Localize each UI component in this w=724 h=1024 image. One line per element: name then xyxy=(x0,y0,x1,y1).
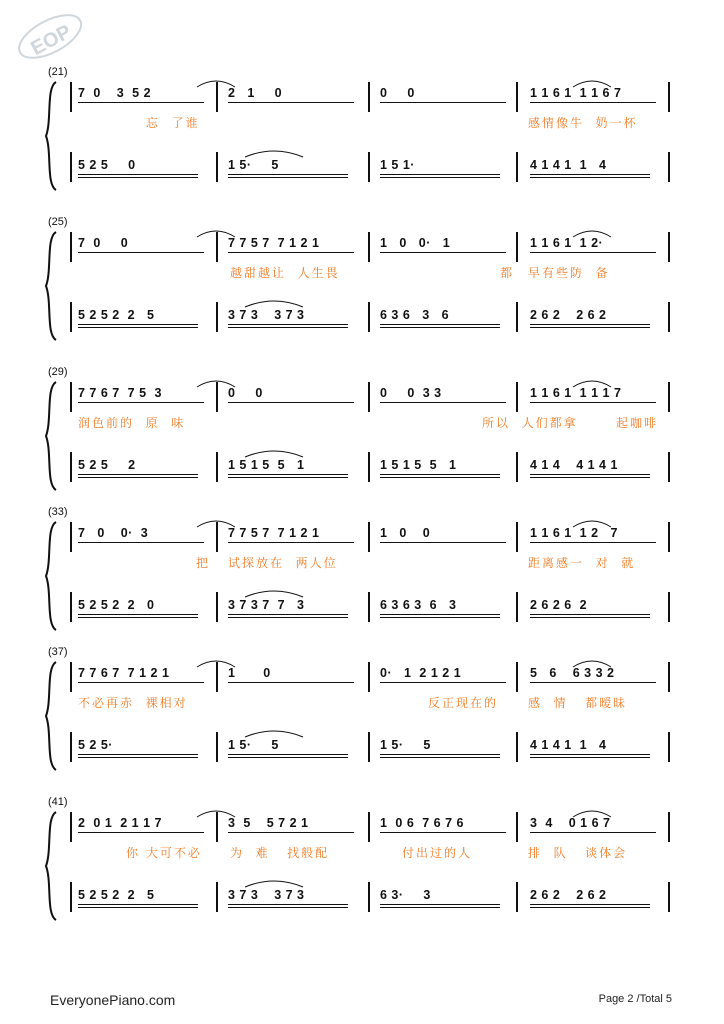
beam-underline xyxy=(228,327,348,328)
bass-measure: 3 7 3 3 7 3 xyxy=(228,888,305,902)
barline xyxy=(668,812,670,842)
barline xyxy=(368,302,370,332)
barline xyxy=(668,452,670,482)
beam-underline xyxy=(78,102,204,103)
lyric-text: 你 大可不必 xyxy=(126,846,202,860)
barline xyxy=(668,522,670,552)
system-start-barline xyxy=(70,302,72,332)
melody-measure: 0 0 3 3 xyxy=(380,386,442,400)
site-name: EveryonePiano.com xyxy=(50,992,176,1008)
beam-underline xyxy=(228,477,348,478)
bass-measure: 1 5· 5 xyxy=(228,158,279,172)
lyric-text: 越甜越让 人生畏 xyxy=(230,266,340,280)
system-start-barline xyxy=(70,662,72,692)
lyric-text: 都 xyxy=(500,266,515,280)
melody-measure: 7 7 6 7 7 1 2 1 xyxy=(78,666,170,680)
melody-measure: 1 1 6 1 1 1 6 7 xyxy=(530,86,622,100)
lyric-text: 为 难 找般配 xyxy=(230,846,330,860)
barline xyxy=(516,662,518,692)
watermark-text: EOP xyxy=(27,20,76,61)
beam-underline xyxy=(530,177,650,178)
beam-underline xyxy=(78,904,198,905)
beam-underline xyxy=(530,682,656,683)
barline xyxy=(516,82,518,112)
bass-measure: 1 5· 5 xyxy=(228,738,279,752)
beam-underline xyxy=(380,327,500,328)
beam-underline xyxy=(228,617,348,618)
bass-measure: 5 2 5 2 xyxy=(78,458,136,472)
tie-slur xyxy=(196,518,236,528)
melody-measure: 7 7 5 7 7 1 2 1 xyxy=(228,236,320,250)
beam-underline xyxy=(380,252,506,253)
tie-slur xyxy=(572,78,612,88)
music-system xyxy=(0,796,724,936)
bass-measure: 3 7 3 7 7 3 xyxy=(228,598,305,612)
lyric-text: 距离感一 对 就 xyxy=(528,556,636,570)
bass-measure: 6 3· 3 xyxy=(380,888,431,902)
melody-measure: 1 0 0 xyxy=(380,526,431,540)
barline xyxy=(668,382,670,412)
bass-measure: 1 5 1· xyxy=(380,158,415,172)
beam-underline xyxy=(78,617,198,618)
music-system xyxy=(0,216,724,356)
beam-underline xyxy=(380,907,500,908)
beam-underline xyxy=(78,477,198,478)
beam-underline xyxy=(530,832,656,833)
barline xyxy=(368,152,370,182)
bass-measure: 5 2 5 2 2 5 xyxy=(78,308,155,322)
lyric-text: 所以 人们都拿 xyxy=(482,416,578,430)
system-start-barline xyxy=(70,452,72,482)
system-start-barline xyxy=(70,812,72,842)
measure-number: (41) xyxy=(48,796,68,808)
beam-underline xyxy=(78,327,198,328)
bass-measure: 5 2 5 2 2 5 xyxy=(78,888,155,902)
tie-slur xyxy=(572,518,612,528)
barline xyxy=(516,232,518,262)
barline xyxy=(516,522,518,552)
barline xyxy=(368,452,370,482)
barline xyxy=(516,452,518,482)
beam-underline xyxy=(530,904,650,905)
melody-measure: 7 0 0 xyxy=(78,236,129,250)
beam-underline xyxy=(380,542,506,543)
barline xyxy=(668,732,670,762)
system-start-barline xyxy=(70,522,72,552)
melody-measure: 1 0 0· 1 xyxy=(380,236,451,250)
barline xyxy=(368,812,370,842)
bass-measure: 2 6 2 2 6 2 xyxy=(530,888,607,902)
barline xyxy=(368,662,370,692)
grand-staff-brace xyxy=(42,380,58,492)
barline xyxy=(668,152,670,182)
barline xyxy=(216,732,218,762)
barline xyxy=(368,732,370,762)
beam-underline xyxy=(530,617,650,618)
barline xyxy=(368,232,370,262)
page-indicator: Page 2 /Total 5 xyxy=(598,993,672,1005)
beam-underline xyxy=(530,542,656,543)
beam-underline xyxy=(78,757,198,758)
bass-measure: 6 3 6 3 6 3 xyxy=(380,598,457,612)
tie-slur xyxy=(196,228,236,238)
barline xyxy=(368,592,370,622)
melody-measure: 2 0 1 2 1 1 7 xyxy=(78,816,162,830)
measure-number: (33) xyxy=(48,506,68,518)
beam-underline xyxy=(380,757,500,758)
melody-measure: 1 1 6 1 1 1 1 7 xyxy=(530,386,622,400)
system-start-barline xyxy=(70,592,72,622)
bass-measure: 2 6 2 6 2 xyxy=(530,598,588,612)
beam-underline xyxy=(78,614,198,615)
music-system xyxy=(0,366,724,506)
grand-staff-brace xyxy=(42,660,58,772)
beam-underline xyxy=(78,907,198,908)
beam-underline xyxy=(530,757,650,758)
lyric-text: 早有些防 备 xyxy=(528,266,610,280)
lyric-text: 起咖啡 xyxy=(616,416,659,430)
beam-underline xyxy=(228,682,354,683)
music-system xyxy=(0,646,724,786)
beam-underline xyxy=(228,252,354,253)
measure-number: (29) xyxy=(48,366,68,378)
bass-measure: 4 1 4 1 1 4 xyxy=(530,158,607,172)
beam-underline xyxy=(78,542,204,543)
tie-slur xyxy=(196,808,236,818)
beam-underline xyxy=(530,102,656,103)
barline xyxy=(516,812,518,842)
tie-slur xyxy=(244,298,304,308)
beam-underline xyxy=(78,324,198,325)
beam-underline xyxy=(530,477,650,478)
bass-measure: 5 2 5· xyxy=(78,738,113,752)
beam-underline xyxy=(78,682,204,683)
measure-number: (25) xyxy=(48,216,68,228)
melody-measure: 7 7 6 7 7 5 3 xyxy=(78,386,162,400)
beam-underline xyxy=(530,474,650,475)
beam-underline xyxy=(530,907,650,908)
eop-watermark-logo xyxy=(6,6,96,66)
beam-underline xyxy=(380,832,506,833)
beam-underline xyxy=(228,177,348,178)
barline xyxy=(668,82,670,112)
beam-underline xyxy=(380,174,500,175)
beam-underline xyxy=(228,832,354,833)
barline xyxy=(516,732,518,762)
lyric-text: 润色前的 原 味 xyxy=(78,416,186,430)
bass-measure: 5 2 5 2 2 0 xyxy=(78,598,155,612)
bass-measure: 1 5 1 5 5 1 xyxy=(228,458,305,472)
beam-underline xyxy=(530,402,656,403)
lyric-text: 感情像牛 奶一杯 xyxy=(528,116,638,130)
melody-measure: 3 4 0 1 6 7 xyxy=(530,816,611,830)
barline xyxy=(516,592,518,622)
beam-underline xyxy=(380,617,500,618)
melody-measure: 1 0 xyxy=(228,666,271,680)
measure-number: (37) xyxy=(48,646,68,658)
grand-staff-brace xyxy=(42,810,58,922)
barline xyxy=(516,302,518,332)
tie-slur xyxy=(244,448,304,458)
melody-measure: 0· 1 2 1 2 1 xyxy=(380,666,462,680)
melody-measure: 1 1 6 1 1 2 7 xyxy=(530,526,618,540)
barline xyxy=(368,882,370,912)
bass-measure: 2 6 2 2 6 2 xyxy=(530,308,607,322)
barline xyxy=(516,882,518,912)
beam-underline xyxy=(530,327,650,328)
beam-underline xyxy=(530,614,650,615)
beam-underline xyxy=(228,907,348,908)
bass-measure: 5 2 5 0 xyxy=(78,158,136,172)
tie-slur xyxy=(244,148,304,158)
beam-underline xyxy=(78,252,204,253)
beam-underline xyxy=(380,477,500,478)
melody-measure: 3 5 5 7 2 1 xyxy=(228,816,309,830)
tie-slur xyxy=(196,378,236,388)
tie-slur xyxy=(244,878,304,888)
barline xyxy=(668,882,670,912)
bass-measure: 3 7 3 3 7 3 xyxy=(228,308,305,322)
beam-underline xyxy=(228,324,348,325)
barline xyxy=(216,152,218,182)
beam-underline xyxy=(380,402,506,403)
melody-measure: 7 7 5 7 7 1 2 1 xyxy=(228,526,320,540)
barline xyxy=(368,82,370,112)
system-start-barline xyxy=(70,232,72,262)
beam-underline xyxy=(228,614,348,615)
barline xyxy=(216,592,218,622)
melody-measure: 7 0 0· 3 xyxy=(78,526,149,540)
beam-underline xyxy=(78,832,204,833)
melody-measure: 2 1 0 xyxy=(228,86,283,100)
lyric-text: 付出过的人 xyxy=(402,846,473,860)
tie-slur xyxy=(572,378,612,388)
grand-staff-brace xyxy=(42,520,58,632)
tie-slur xyxy=(196,78,236,88)
beam-underline xyxy=(228,904,348,905)
barline xyxy=(368,382,370,412)
beam-underline xyxy=(380,102,506,103)
beam-underline xyxy=(530,252,656,253)
barline xyxy=(668,662,670,692)
music-system xyxy=(0,66,724,206)
lyric-text: 反正现在的 xyxy=(428,696,499,710)
beam-underline xyxy=(380,614,500,615)
beam-underline xyxy=(78,174,198,175)
barline xyxy=(368,522,370,552)
bass-measure: 6 3 6 3 6 xyxy=(380,308,450,322)
beam-underline xyxy=(530,324,650,325)
grand-staff-brace xyxy=(42,80,58,192)
system-start-barline xyxy=(70,382,72,412)
system-start-barline xyxy=(70,882,72,912)
barline xyxy=(668,592,670,622)
beam-underline xyxy=(530,754,650,755)
melody-measure: 1 0 6 7 6 7 6 xyxy=(380,816,464,830)
lyric-text: 试探放在 两人位 xyxy=(228,556,338,570)
tie-slur xyxy=(196,658,236,668)
bass-measure: 4 1 4 1 1 4 xyxy=(530,738,607,752)
bass-measure: 4 1 4 4 1 4 1 xyxy=(530,458,618,472)
beam-underline xyxy=(228,174,348,175)
lyric-text: 把 xyxy=(196,556,211,570)
system-start-barline xyxy=(70,732,72,762)
beam-underline xyxy=(380,474,500,475)
beam-underline xyxy=(380,754,500,755)
beam-underline xyxy=(380,904,500,905)
beam-underline xyxy=(78,402,204,403)
melody-measure: 0 0 xyxy=(380,86,415,100)
system-start-barline xyxy=(70,152,72,182)
grand-staff-brace xyxy=(42,230,58,342)
tie-slur xyxy=(572,228,612,238)
music-system xyxy=(0,506,724,646)
barline xyxy=(668,302,670,332)
bass-measure: 1 5· 5 xyxy=(380,738,431,752)
beam-underline xyxy=(228,757,348,758)
lyric-text: 不必再赤 裸相对 xyxy=(78,696,188,710)
bass-measure: 1 5 1 5 5 1 xyxy=(380,458,457,472)
barline xyxy=(216,302,218,332)
beam-underline xyxy=(380,177,500,178)
barline xyxy=(516,382,518,412)
melody-measure: 1 1 6 1 1 2· xyxy=(530,236,604,250)
beam-underline xyxy=(380,682,506,683)
lyric-text: 排 队 谈体会 xyxy=(528,846,628,860)
melody-measure: 5 6 6 3 3 2 xyxy=(530,666,615,680)
beam-underline xyxy=(228,754,348,755)
beam-underline xyxy=(380,324,500,325)
tie-slur xyxy=(572,808,612,818)
tie-slur xyxy=(572,658,612,668)
barline xyxy=(668,232,670,262)
barline xyxy=(216,882,218,912)
barline xyxy=(516,152,518,182)
tie-slur xyxy=(244,588,304,598)
tie-slur xyxy=(244,728,304,738)
beam-underline xyxy=(78,177,198,178)
system-start-barline xyxy=(70,82,72,112)
beam-underline xyxy=(78,474,198,475)
beam-underline xyxy=(228,542,354,543)
beam-underline xyxy=(530,174,650,175)
lyric-text: 忘 了谁 xyxy=(146,116,200,130)
melody-measure: 0 0 xyxy=(228,386,263,400)
lyric-text: 感 情 都暧昧 xyxy=(528,696,628,710)
measure-number: (21) xyxy=(48,66,68,78)
beam-underline xyxy=(228,474,348,475)
beam-underline xyxy=(78,754,198,755)
beam-underline xyxy=(228,402,354,403)
beam-underline xyxy=(228,102,354,103)
melody-measure: 7 0 3 5 2 xyxy=(78,86,152,100)
barline xyxy=(216,452,218,482)
